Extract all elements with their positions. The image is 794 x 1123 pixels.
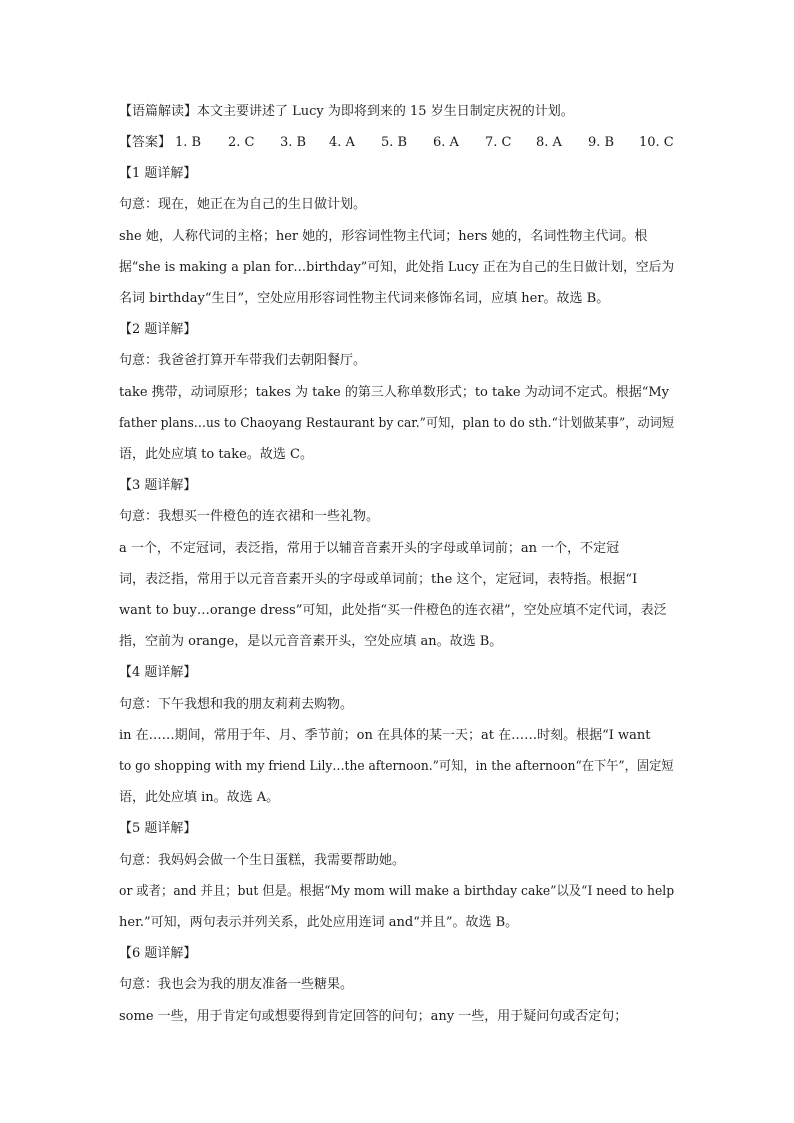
section-heading: 【6 题详解】: [119, 946, 197, 961]
answer-item: 7. C: [485, 135, 512, 150]
sentence-meaning: 句意：我爸爸打算开车带我们去朝阳餐厅。: [119, 353, 367, 368]
sentence-meaning: 句意：我也会为我的朋友准备一些糖果。: [119, 977, 354, 992]
answer-item: 1. B: [175, 135, 202, 150]
sentence-meaning: 句意：下午我想和我的朋友莉莉去购物。: [119, 697, 354, 712]
explanation-line: 名词 birthday“生日”，空处应用形容词性物主代词来修饰名词，应填 her。故选 B。: [119, 291, 610, 306]
explanation-line: 据“she is making a plan for…birthday”可知，此处指 Lucy 正在为自己的生日做计划，空后为: [119, 260, 675, 275]
section-heading: 【1 题详解】: [119, 166, 197, 181]
answer-item: 8. A: [536, 135, 562, 150]
explanation-line: a 一个，不定冠词，表泛指，常用于以辅音音素开头的字母或单词前；an 一个，不定冠: [119, 541, 620, 556]
explanation-line: 词，表泛指，常用于以元音音素开头的字母或单词前；the 这个，定冠词，表特指。根据“I: [119, 572, 638, 587]
answer-key: [119, 133, 674, 153]
explanation-line: or 或者；and 并且；but 但是。根据“My mom will make a birthday cake”以及“I need to help: [119, 884, 675, 899]
answer-item: 10. C: [639, 135, 674, 150]
answer-item: 3. B: [280, 135, 307, 150]
sentence-meaning: 句意：我妈妈会做一个生日蛋糕，我需要帮助她。: [119, 853, 406, 868]
section-heading: 【2 题详解】: [119, 322, 197, 337]
answer-item: 6. A: [433, 135, 459, 150]
answer-item: 9. B: [588, 135, 615, 150]
passage-summary: 【语篇解读】本文主要讲述了 Lucy 为即将到来的 15 岁生日制定庆祝的计划。: [119, 104, 574, 119]
answer-label: 【答案】: [119, 135, 172, 150]
sentence-meaning: 句意：现在，她正在为自己的生日做计划。: [119, 197, 367, 212]
explanation-line: 语，此处应填 in。故选 A。: [119, 790, 280, 805]
section-heading: 【3 题详解】: [119, 478, 197, 493]
answer-item: 2. C: [228, 135, 255, 150]
explanation-line: take 携带，动词原形；takes 为 take 的第三人称单数形式；to take 为动词不定式。根据“My: [119, 385, 669, 400]
sentence-meaning: 句意：我想买一件橙色的连衣裙和一些礼物。: [119, 509, 380, 524]
section-heading: 【5 题详解】: [119, 821, 197, 836]
explanation-line: she 她，人称代词的主格；her 她的，形容词性物主代词；hers 她的，名词性物主代词。根: [119, 229, 648, 244]
explanation-line: her.”可知，两句表示并列关系，此处应用连词 and“并且”。故选 B。: [119, 915, 519, 930]
section-heading: 【4 题详解】: [119, 665, 197, 680]
explanation-line: to go shopping with my friend Lily…the afternoon.”可知，in the afternoon“在下午”，固定短: [119, 759, 674, 774]
explanation-line: 语，此处应填 to take。故选 C。: [119, 447, 313, 462]
explanation-line: some 一些，用于肯定句或想要得到肯定回答的问句；any 一些，用于疑问句或否定句；: [119, 1009, 628, 1024]
explanation-line: 指，空前为 orange，是以元音音素开头，空处应填 an。故选 B。: [119, 634, 503, 649]
explanation-line: want to buy…orange dress”可知，此处指“买一件橙色的连衣裙”，空处应填不定代词，表泛: [119, 603, 667, 618]
explanation-line: father plans…us to Chaoyang Restaurant by car.”可知，plan to do sth.“计划做某事”，动词短: [119, 416, 675, 431]
explanation-line: in 在……期间，常用于年、月、季节前；on 在具体的某一天；at 在……时刻。根据“I want: [119, 728, 651, 743]
answer-item: 4. A: [329, 135, 355, 150]
answer-item: 5. B: [381, 135, 408, 150]
